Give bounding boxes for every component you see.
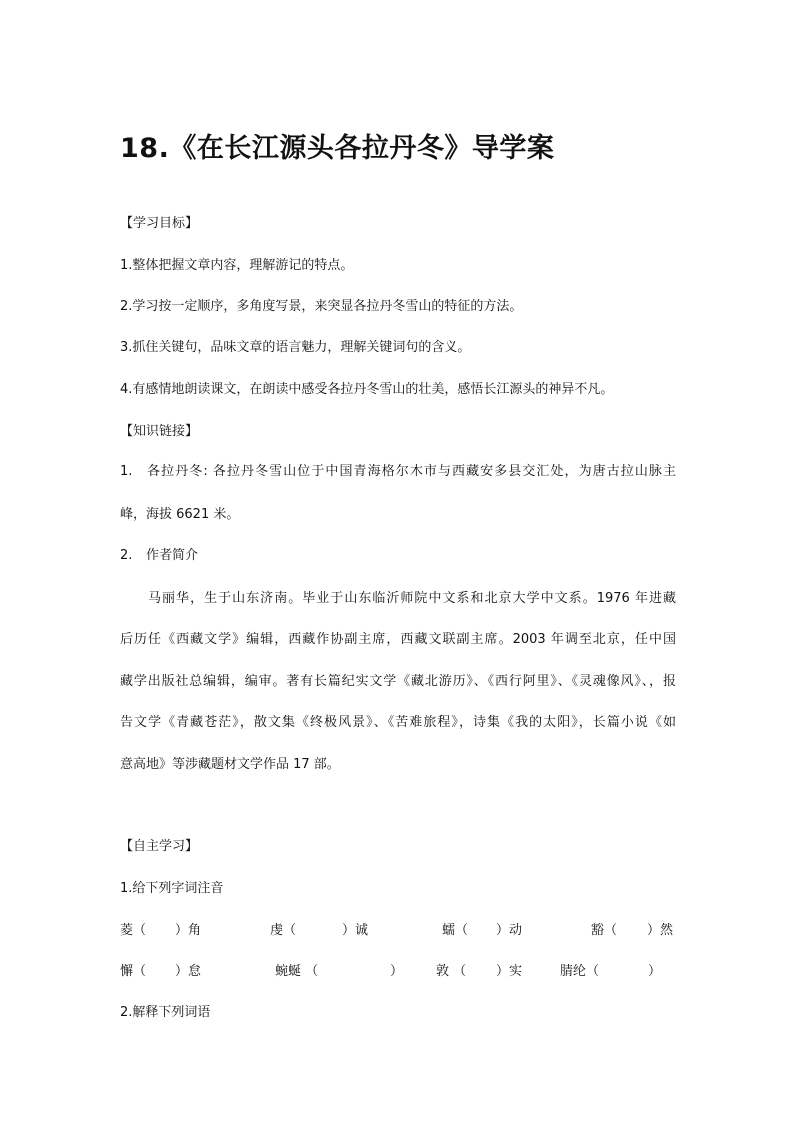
question-2: 2.解释下列词语 (120, 1005, 211, 1020)
pinyin-row-1 (120, 921, 676, 941)
knowledge-item-1-number: 1. (120, 464, 133, 479)
pinyin-word-6-open: 蜿蜒 （ (275, 964, 319, 979)
knowledge-heading: 【知识链接】 (120, 424, 199, 439)
pinyin-word-1-close: ）角 (175, 923, 202, 938)
pinyin-word-4-open: 豁（ (591, 923, 618, 938)
question-1: 1.给下列字词注音 (120, 881, 224, 896)
pinyin-word-5-close: ）怠 (175, 964, 202, 979)
knowledge-item-1-cont: 峰，海拔 6621 米。 (120, 507, 240, 522)
knowledge-item-1 (120, 462, 676, 482)
bio-line-1: 马丽华，生于山东济南。毕业于山东临沂师院中文系和北京大学中文系。1976 年进藏 (148, 591, 676, 606)
pinyin-word-5-open: 懈（ (120, 964, 147, 979)
pinyin-word-3-close: ）动 (496, 923, 523, 938)
pinyin-word-1-open: 菱（ (120, 923, 147, 938)
page-title: 18.《在长江源头各拉丹冬》导学案 (120, 133, 555, 164)
knowledge-item-2 (120, 546, 198, 566)
knowledge-item-2-label: 作者简介 (146, 548, 199, 563)
knowledge-item-1-text: 各拉丹冬: 各拉丹冬雪山位于中国青海格尔木市与西藏安多县交汇处，为唐古拉山脉主 (146, 464, 676, 479)
pinyin-word-4-close: ）然 (647, 923, 674, 938)
goal-item-4: 4.有感情地朗读课文，在朗读中感受各拉丹冬雪山的壮美，感悟长江源头的神异不凡。 (120, 382, 614, 397)
goals-heading: 【学习目标】 (120, 216, 199, 231)
goal-item-1: 1.整体把握文章内容，理解游记的特点。 (120, 258, 354, 273)
pinyin-word-8-close: ） (648, 964, 662, 979)
pinyin-word-7-close: ）实 (496, 964, 523, 979)
bio-line-5: 意高地》等涉藏题材文学作品 17 部。 (120, 757, 340, 772)
pinyin-word-3-open: 蠕（ (442, 923, 469, 938)
goal-item-3: 3.抓住关键句，品味文章的语言魅力，理解关键词句的含义。 (120, 340, 471, 355)
bio-line-4: 告文学《青藏苍茫》，散文集《终极风景》、《苦难旅程》，诗集《我的太阳》，长篇小说《如 (120, 715, 676, 730)
knowledge-item-2-number: 2. (120, 548, 133, 563)
pinyin-word-8-open: 腈纶（ (560, 964, 600, 979)
bio-line-3: 藏学出版社总编辑，编审。著有长篇纪实文学《藏北游历》、《西行阿里》、《灵魂像风》、，报 (120, 674, 676, 689)
goal-item-2: 2.学习按一定顺序，多角度写景，来突显各拉丹冬雪山的特征的方法。 (120, 299, 523, 314)
pinyin-row-2 (120, 962, 676, 982)
self-study-heading: 【自主学习】 (120, 839, 199, 854)
bio-line-2: 后历任《西藏文学》编辑，西藏作协副主席，西藏文联副主席。2003 年调至北京，任中国 (120, 632, 676, 647)
pinyin-word-7-open: 敦 （ (436, 964, 467, 979)
pinyin-word-6-close: ） (390, 964, 404, 979)
pinyin-word-2-close: ）诚 (342, 923, 369, 938)
pinyin-word-2-open: 虔（ (270, 923, 297, 938)
